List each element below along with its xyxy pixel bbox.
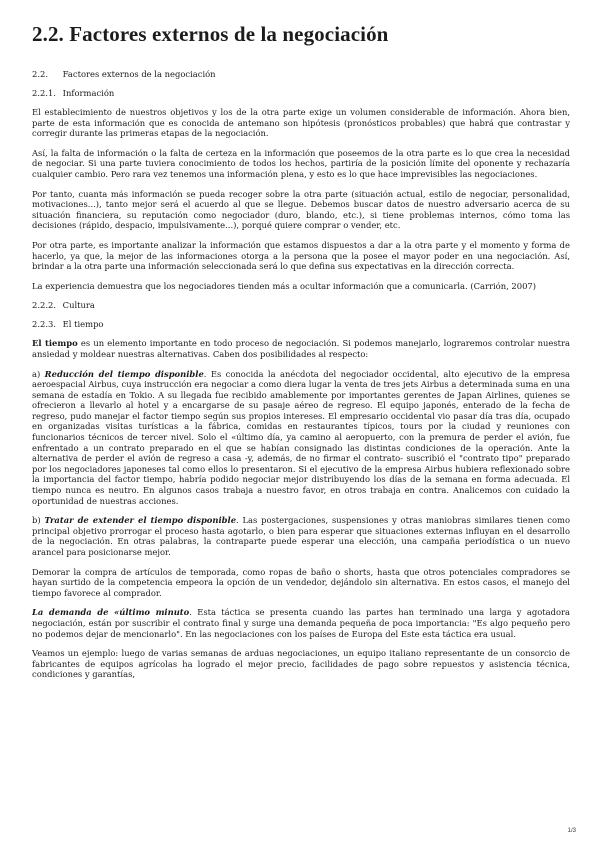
italic-lead: Tratar de extender el tiempo disponible — [44, 515, 237, 526]
section-label: Cultura — [62, 300, 95, 311]
section-label: Información — [62, 88, 115, 98]
section-number: 2.2.3. — [32, 319, 56, 330]
section-label: Factores externos de la negociación — [62, 69, 216, 79]
paragraph: Por otra parte, es importante analizar la información que estamos dispuestos a dar a la otra parte y el momento y forma de hacerlo, ya que, la mejor de las informaciones otorga a la persona que la posee el mayor poder en una negociación. Así, brindar a la otra parte una información seleccionada será lo que defina sus expectativas en la dirección correcta. — [32, 239, 570, 272]
list-marker: a) — [32, 368, 45, 379]
paragraph: Demorar la compra de artículos de temporada, como ropas de baño o shorts, hasta que otros potenciales compradores se hayan surtido de la competencia empeora la opción de un vendedor, dejándolo sin alternativa. En estos casos, el manejo del tiempo favorece al comprador. — [32, 566, 570, 598]
paragraph — [32, 338, 570, 359]
paragraph: Así, la falta de información o la falta de certeza en la información que poseemos de la otra parte es lo que crea la necesidad de negociar. Si una parte tuviera conocimiento de todos los hechos, partiría de la posición límite del oponente y rechazaría cualquier cambio. Pero rara vez tenemos una información plena, y esto es lo que hace imprevisibles las negociaciones. — [32, 147, 570, 179]
section-label: El tiempo — [62, 319, 104, 330]
paragraph: El establecimiento de nuestros objetivos y los de la otra parte exige un volumen considerable de información. Ahora bien, parte de esta información que es conocida de antemano son hipótesis (pronósticos probables) que habrá que contrastar y corregir durante las primeras etapas de la negociación. — [32, 107, 570, 139]
page-number: 1/3 — [567, 828, 576, 834]
section-heading — [32, 69, 570, 80]
list-marker: b) — [32, 515, 45, 526]
section-number: 2.2.1. — [32, 88, 56, 98]
paragraph: Por tanto, cuanta más información se pueda recoger sobre la otra parte (situación actual, estilo de negociar, personalidad, motivaciones...), tanto mejor será el acuerdo al que se llegue. Debemos buscar datos de nuestro adversario acerca de su situación financiera, su reputación como negociador (duro, blando, etc.), si tiene problemas internos, cómo toma las decisiones (rápido, despacio, impulsivamente...), porqué quiere comprar o vender, etc. — [32, 188, 570, 231]
subsection-heading-tiempo — [32, 319, 570, 330]
paragraph: La experiencia demuestra que los negociadores tienden más a ocultar información que a comunicarla. (Carrión, 2007) — [32, 280, 537, 291]
italic-lead: La demanda de «último minuto — [32, 607, 190, 618]
paragraph: Veamos un ejemplo: luego de varias semanas de arduas negociaciones, un equipo italiano representante de un consorcio de fabricantes de equipos agrícolas ha logrado el mejor precio, facilidades de pago sobre repuestos y asistencia técnica, condiciones y garantías, — [32, 648, 570, 680]
document-page — [32, 22, 570, 689]
italic-lead: Reducción del tiempo disponible — [44, 368, 204, 379]
paragraph-text: . Las postergaciones, suspensiones y otras maniobras similares tienen como principal objetivo prorrogar el proceso hasta agotarlo, o bien para esperar que situaciones externas influyan en el desarrollo de la negociación. En otras palabras, la contraparte puede esperar una elección, una campaña periodística o un nuevo arancel para posicionarse mejor. — [32, 515, 570, 557]
paragraph-text: . Esta táctica se presenta cuando las partes han terminado una larga y agotadora negociación, están por suscribir el contrato final y surge una demanda pequeña de poca importancia: "Es algo pequeño pero no podemos dejar de mencionarlo". En las negociaciones con los países de Europa del Este esta táctica era usual. — [32, 607, 571, 639]
paragraph — [32, 515, 570, 557]
subsection-heading-cultura — [32, 300, 570, 311]
section-number: 2.2.2. — [32, 300, 56, 311]
paragraph — [32, 607, 570, 639]
paragraph — [32, 369, 570, 507]
paragraph-text: . Es conocida la anécdota del negociador occidental, alto ejecutivo de la empresa aeroespacial Airbus, cuya instrucción era negociar a como diera lugar la venta de tres jets Airbus a determinada suma en una semana de estadía en Tokio. A su llegada fue recibido amablemente por importantes gerentes de Japan Airlines, quienes se ofrecieron a llevarlo al hotel y a encargarse de su pasaje aéreo de regreso. El equipo japonés, enterado de la fecha de regreso, pudo manejar el factor tiempo según sus propios intereses. El empresario occidental vio pasar día tras día, ocupado en organizadas visitas turísticas a la fábrica, comidas en restaurantes típicos, tours por la ciudad y reuniones con funcionarios técnicos de tercer nivel. Solo el «último día, ya camino al aeropuerto, con la premura de perder el avión, fue enfrentado a un contrato preparado en el que se habían consignado las distintas condiciones de la operación. Ante la alternativa de perder el avión de regreso a casa -y, además, de no firmar el contrato- suscribió el "contrato tipo" preparado por los negociadores japoneses tal como ellos lo presentaron. Si el ejecutivo de la empresa Airbus hubiera reflexionado sobre la importancia del factor tiempo, habría podido negociar mejor distribuyendo los días de la semana en forma adecuada. El tiempo nunca es neutro. En algunos casos trabaja a nuestro favor, en otros trabaja en contra. Analicemos con cuidado la oportunidad de nuestras acciones. — [32, 368, 570, 506]
section-number: 2.2. — [32, 69, 48, 79]
bold-lead: El tiempo — [32, 338, 78, 349]
paragraph-text: es un elemento importante en todo proceso de negociación. Si podemos manejarlo, lograremos controlar nuestra ansiedad y moldear nuestras alternativas. Caben dos posibilidades al respecto: — [32, 338, 570, 359]
subsection-heading-informacion — [32, 88, 570, 99]
page-title: 2.2. Factores externos de la negociación — [32, 22, 389, 46]
